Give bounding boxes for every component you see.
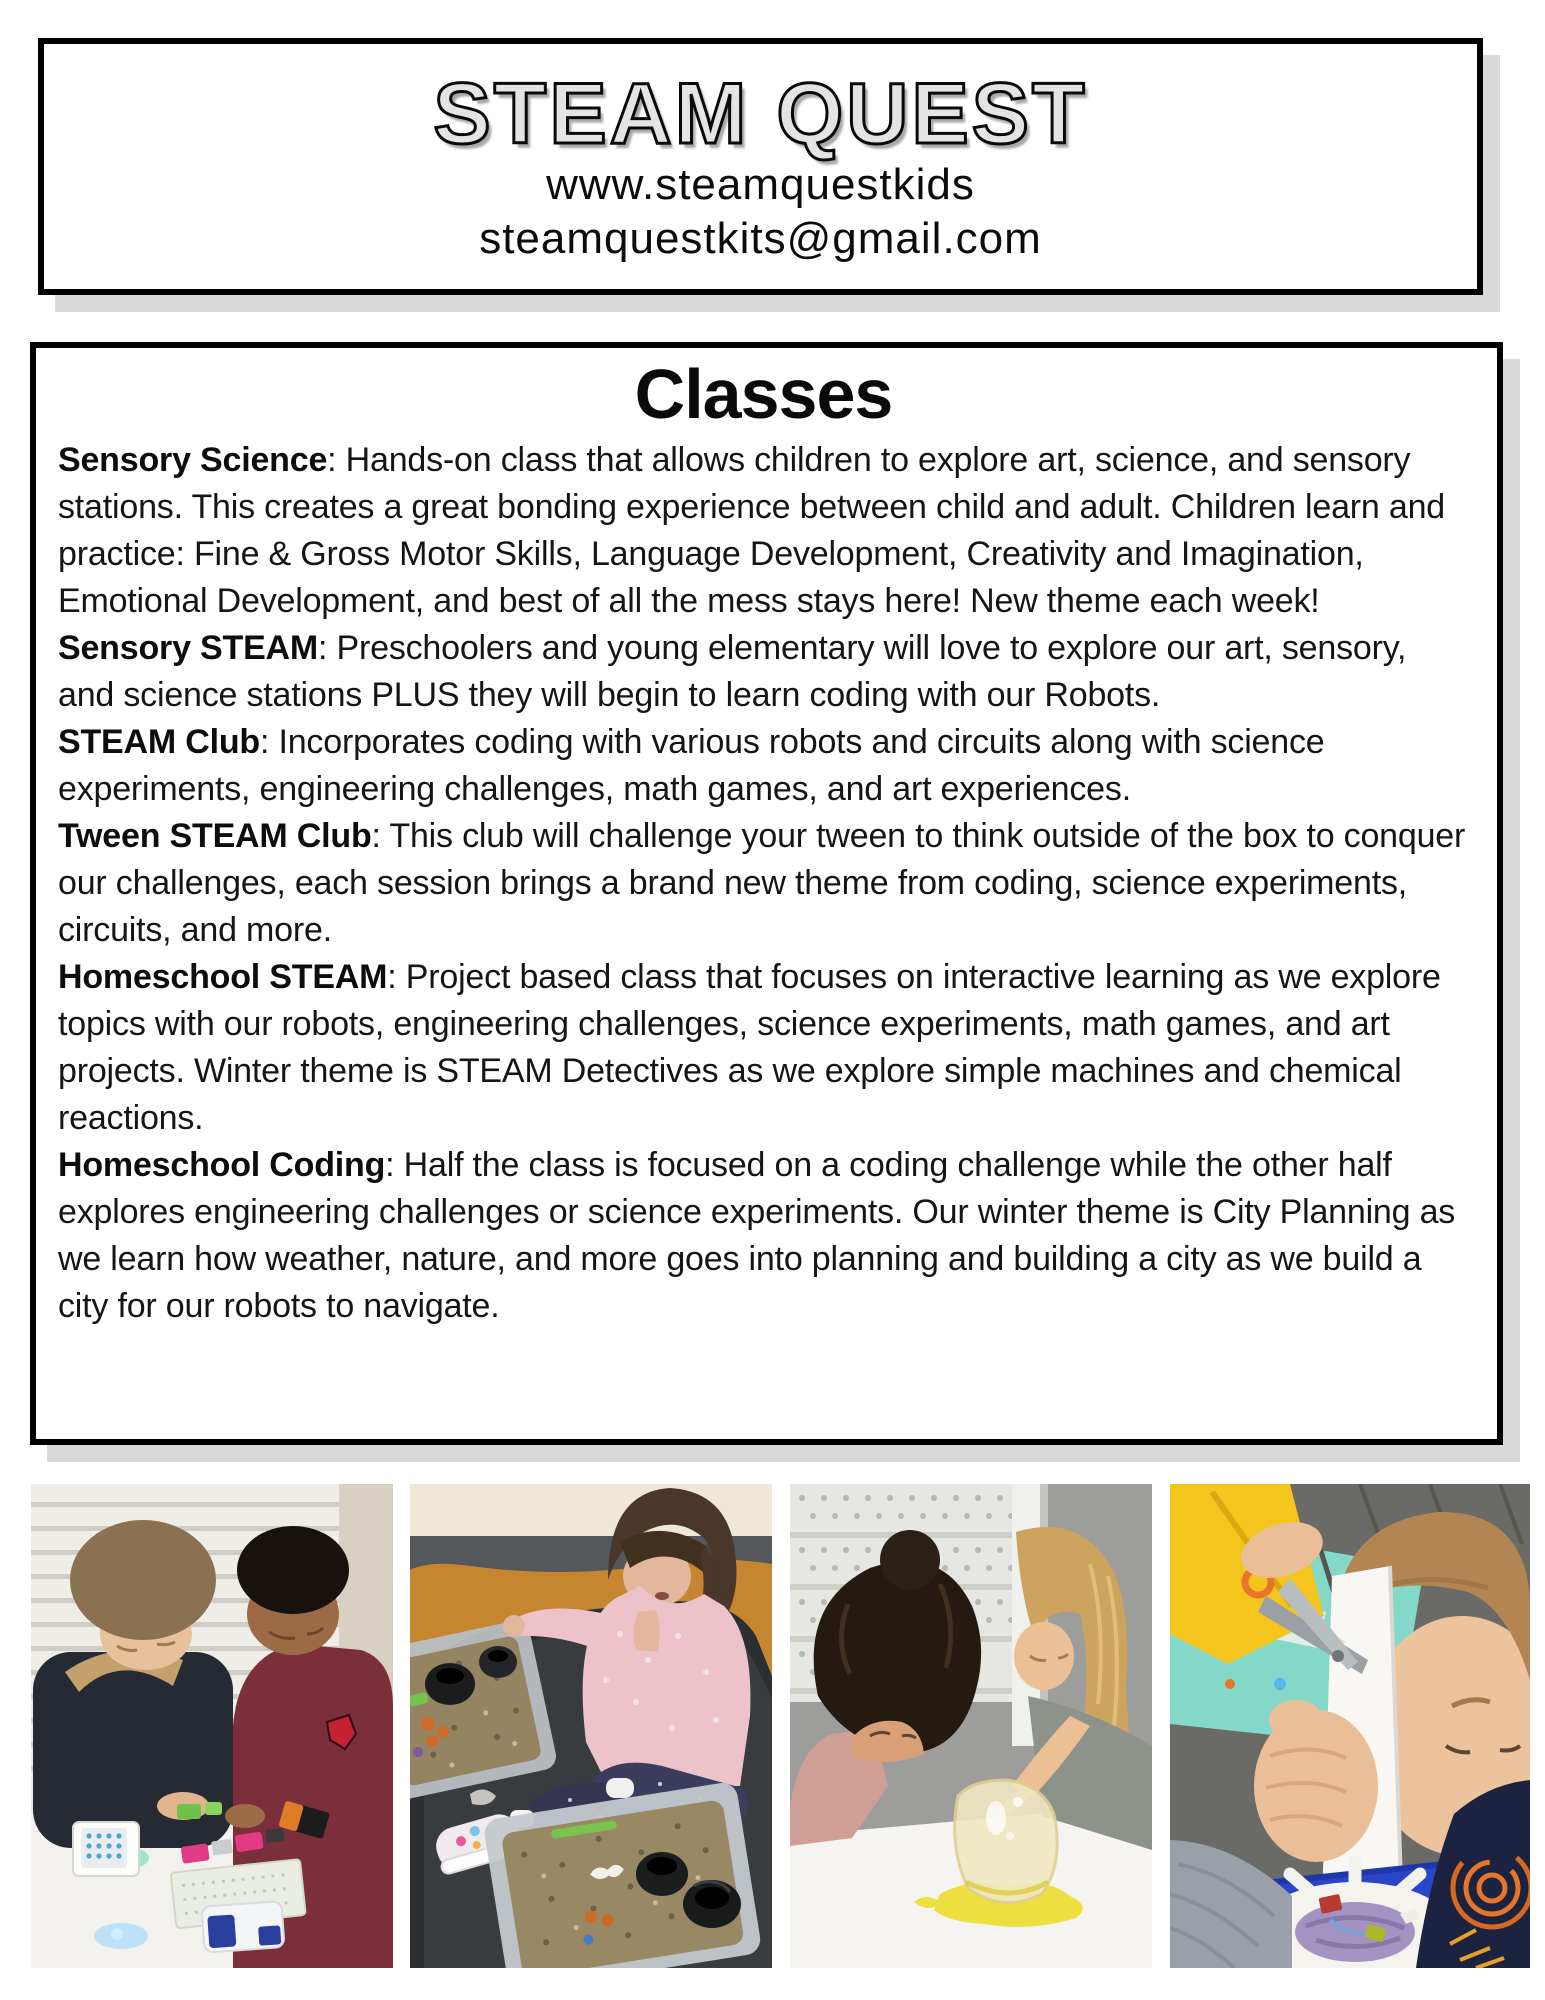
class-desc: : Hands-on class that allows children to explore art, science, and sensory stations. This creates a great bonding experience between child and adult. Children learn and practice: Fine & Gross Motor Skills, Language Development, Creativity and Imagination, Emotional Development, and best of all the mess stays here! New theme each week! bbox=[58, 441, 1446, 621]
class-name: Sensory Science bbox=[58, 441, 328, 480]
class-name: STEAM Club bbox=[58, 723, 260, 762]
class-sensory-steam bbox=[58, 625, 1469, 719]
class-desc: : This club will challenge your tween to think outside of the box to conquer our challenges, each session brings a brand new theme from coding, science experiments, circuits, and more. bbox=[58, 817, 1466, 950]
photo-balloon-experiment bbox=[790, 1484, 1152, 1968]
class-tween-steam-club bbox=[58, 813, 1469, 954]
classes-box bbox=[30, 342, 1503, 1445]
photo-paper-cutting bbox=[1170, 1484, 1530, 1968]
class-desc: : Incorporates coding with various robots and circuits along with science experiments, engineering challenges, math games, and art experiences. bbox=[58, 723, 1325, 809]
class-sensory-science bbox=[58, 437, 1469, 625]
photo-paper-cutting-illustration bbox=[1170, 1484, 1530, 1968]
photo-circuit-building bbox=[31, 1484, 393, 1968]
class-homeschool-steam bbox=[58, 954, 1469, 1142]
classes-heading: Classes bbox=[634, 355, 893, 433]
class-desc: : Project based class that focuses on interactive learning as we explore topics with our robots, engineering challenges, science experiments, math games, and art projects. Winter theme is STEAM Detectives as we explore simple machines and chemical reactions. bbox=[58, 958, 1441, 1138]
class-desc: : Preschoolers and young elementary will love to explore our art, sensory, and science stations PLUS they will begin to learn coding with our Robots. bbox=[58, 629, 1407, 715]
photo-balloon-experiment-illustration bbox=[790, 1484, 1152, 1968]
photo-circuit-building-illustration bbox=[31, 1484, 393, 1968]
class-homeschool-coding bbox=[58, 1142, 1469, 1330]
brand-email: steamquestkits@gmail.com bbox=[479, 213, 1042, 263]
class-name: Tween STEAM Club bbox=[58, 817, 372, 856]
photo-sensory-bin bbox=[410, 1484, 772, 1968]
header-box bbox=[38, 38, 1483, 295]
class-steam-club bbox=[58, 719, 1469, 813]
class-name: Sensory STEAM bbox=[58, 629, 319, 668]
brand-website: www.steamquestkids bbox=[546, 159, 975, 209]
class-name: Homeschool STEAM bbox=[58, 958, 388, 997]
robot-bit bbox=[202, 1901, 285, 1952]
brand-title: STEAM QUEST bbox=[433, 65, 1088, 162]
class-desc: : Half the class is focused on a coding challenge while the other half explores engineering challenges or science experiments. Our winter theme is City Planning as we learn how weather, nature, and more goes into planning and building a city as we build a city for our robots to navigate. bbox=[58, 1146, 1456, 1326]
photo-sensory-bin-illustration bbox=[410, 1484, 772, 1968]
class-name: Homeschool Coding bbox=[58, 1146, 386, 1185]
